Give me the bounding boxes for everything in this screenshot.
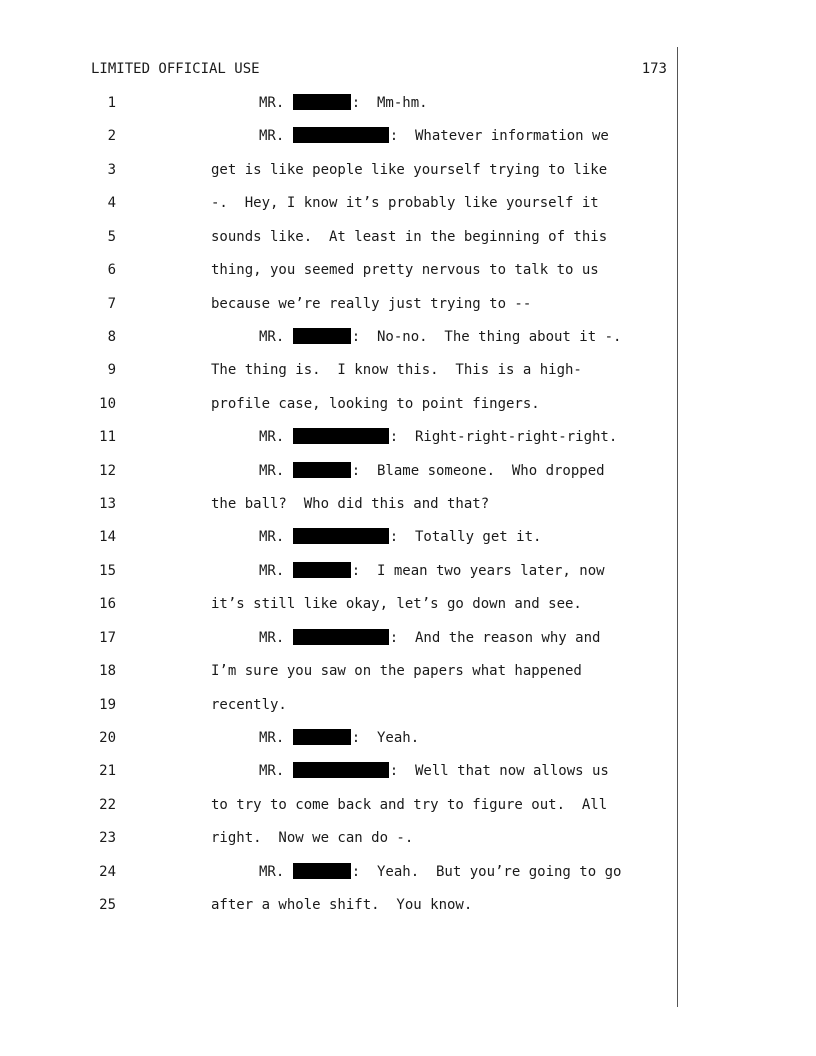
speech-text: : I mean two years later, now <box>351 562 605 579</box>
line-number: 1 <box>107 95 116 111</box>
transcript-line <box>0 828 680 848</box>
speaker-prefix: MR. <box>259 629 293 646</box>
speech-text: : Well that now allows us <box>389 763 609 780</box>
speaker-line <box>259 628 600 648</box>
line-number: 12 <box>99 462 116 479</box>
speaker-prefix: MR. <box>259 95 293 111</box>
line-number: 22 <box>99 796 116 813</box>
line-number: 6 <box>107 262 116 279</box>
speech-text: : Whatever information we <box>389 128 609 145</box>
speaker-prefix: MR. <box>259 863 293 880</box>
speaker-line <box>259 728 419 748</box>
line-number: 18 <box>99 663 116 680</box>
continuation-text: it’s still like okay, let’s go down and see. <box>211 596 582 613</box>
line-number: 23 <box>99 830 116 847</box>
speaker-prefix: MR. <box>259 529 293 546</box>
continuation-text: get is like people like yourself trying to like <box>211 161 608 178</box>
redaction-box <box>293 528 389 544</box>
line-number: 8 <box>107 328 116 345</box>
speech-text: : Right-right-right-right. <box>389 429 618 446</box>
transcript-line <box>0 93 680 113</box>
transcript-line <box>0 126 680 146</box>
line-number: 5 <box>107 228 116 245</box>
line-number: 2 <box>107 128 116 145</box>
speaker-prefix: MR. <box>259 429 293 446</box>
speech-text: : No-no. The thing about it -. <box>351 328 622 345</box>
speech-text: : Totally get it. <box>389 529 542 546</box>
transcript-line <box>0 494 680 514</box>
transcript-line <box>0 394 680 414</box>
line-number: 24 <box>99 863 116 880</box>
transcript-line <box>0 728 680 748</box>
transcript-line <box>0 327 680 347</box>
continuation-text: I’m sure you saw on the papers what happened <box>211 663 582 680</box>
speech-text: : Mm-hm. <box>351 95 428 111</box>
classification-label: LIMITED OFFICIAL USE <box>91 61 260 77</box>
line-number: 7 <box>107 295 116 312</box>
speaker-line <box>259 327 621 347</box>
transcript-line <box>0 360 680 380</box>
continuation-text: thing, you seemed pretty nervous to talk to us <box>211 262 599 279</box>
transcript-line <box>0 461 680 481</box>
speaker-line <box>259 761 609 781</box>
transcript-line <box>0 862 680 882</box>
redaction-box <box>293 762 389 778</box>
line-number: 3 <box>107 161 116 178</box>
continuation-text: recently. <box>211 696 287 713</box>
line-number: 19 <box>99 696 116 713</box>
line-number: 4 <box>107 195 116 212</box>
transcript-line <box>0 761 680 781</box>
continuation-text: sounds like. At least in the beginning of this <box>211 228 608 245</box>
line-number: 14 <box>99 529 116 546</box>
page-header <box>91 61 667 81</box>
speaker-line <box>259 561 605 581</box>
redaction-box <box>293 562 351 578</box>
transcript-line <box>0 427 680 447</box>
continuation-text: The thing is. I know this. This is a high- <box>211 362 582 379</box>
continuation-text: after a whole shift. You know. <box>211 897 473 914</box>
redaction-box <box>293 428 389 444</box>
transcript-line <box>0 895 680 915</box>
speaker-prefix: MR. <box>259 763 293 780</box>
redaction-box <box>293 629 389 645</box>
transcript-line <box>0 628 680 648</box>
transcript-line <box>0 527 680 547</box>
redaction-box <box>293 462 351 478</box>
line-number: 25 <box>99 897 116 914</box>
line-number: 13 <box>99 496 116 513</box>
transcript-line <box>0 661 680 681</box>
speech-text: : Yeah. <box>351 729 420 746</box>
speaker-prefix: MR. <box>259 462 293 479</box>
transcript-line <box>0 227 680 247</box>
speaker-line <box>259 126 609 146</box>
line-number: 9 <box>107 362 116 379</box>
redaction-box <box>293 94 351 110</box>
transcript-line <box>0 193 680 213</box>
line-number: 11 <box>99 429 116 446</box>
transcript-line <box>0 695 680 715</box>
line-number: 10 <box>99 395 116 412</box>
continuation-text: because we’re really just trying to -- <box>211 295 532 312</box>
transcript-line <box>0 594 680 614</box>
speech-text: : Blame someone. Who dropped <box>351 462 605 479</box>
redaction-box <box>293 328 351 344</box>
speaker-line <box>259 862 621 882</box>
line-number: 20 <box>99 729 116 746</box>
continuation-text: -. Hey, I know it’s probably like yourself it <box>211 195 599 212</box>
line-number: 21 <box>99 763 116 780</box>
transcript-line <box>0 260 680 280</box>
redaction-box <box>293 729 351 745</box>
speaker-line <box>259 527 541 547</box>
transcript-line <box>0 160 680 180</box>
line-number: 16 <box>99 596 116 613</box>
continuation-text: the ball? Who did this and that? <box>211 496 490 513</box>
continuation-text: profile case, looking to point fingers. <box>211 395 540 412</box>
speaker-line <box>259 461 605 481</box>
speaker-prefix: MR. <box>259 328 293 345</box>
speech-text: : And the reason why and <box>389 629 601 646</box>
speaker-prefix: MR. <box>259 128 293 145</box>
transcript-line <box>0 294 680 314</box>
transcript-line <box>0 795 680 815</box>
redaction-box <box>293 863 351 879</box>
speaker-line <box>259 427 617 447</box>
transcript-line <box>0 561 680 581</box>
page-number: 173 <box>641 61 667 77</box>
line-number: 17 <box>99 629 116 646</box>
continuation-text: to try to come back and try to figure out. All <box>211 796 608 813</box>
line-number: 15 <box>99 562 116 579</box>
speaker-line <box>259 93 428 113</box>
continuation-text: right. Now we can do -. <box>211 830 414 847</box>
redaction-box <box>293 127 389 143</box>
speaker-prefix: MR. <box>259 562 293 579</box>
speech-text: : Yeah. But you’re going to go <box>351 863 622 880</box>
speaker-prefix: MR. <box>259 729 293 746</box>
